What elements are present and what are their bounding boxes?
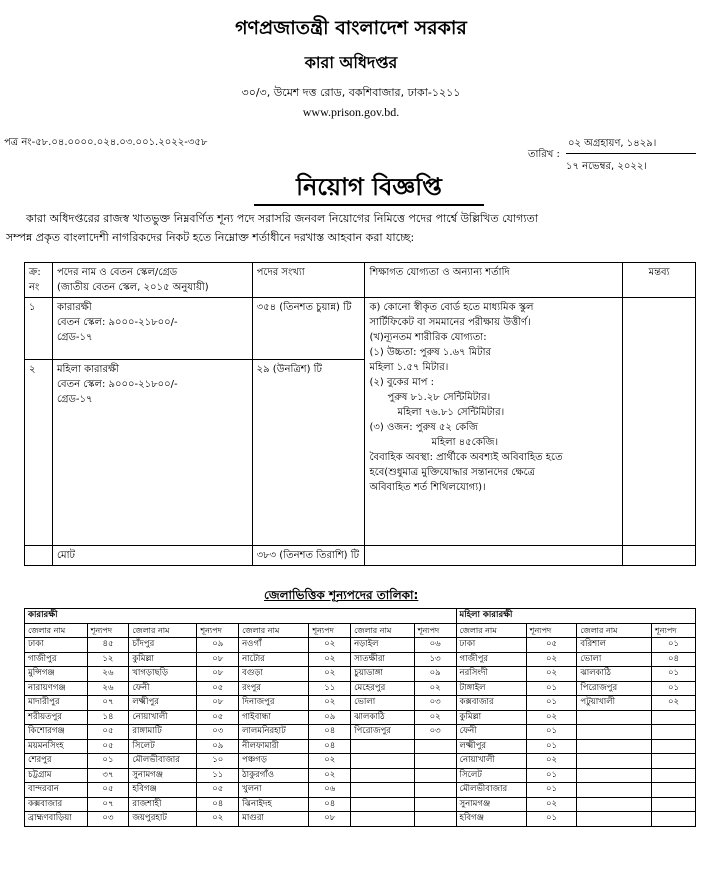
vacancy-count: ০৩ (87, 812, 129, 827)
district-name: নওগাঁ (239, 638, 309, 653)
post-scale: বেতন স্কেল: ৯০০০-২১৮০০/- (56, 317, 178, 328)
header-post-name (52, 263, 252, 298)
district-name: ঝালকাঠি (351, 710, 415, 725)
district-name: ফেনী (456, 725, 526, 740)
qual-line: বৈবাহিক অবস্থা: প্রার্থীকে অবশ্যই অবিবাহিত হতে (369, 452, 563, 463)
district-name: কুমিল্লা (456, 710, 526, 725)
district-name: রাঙ্গামাটি (129, 725, 197, 740)
district-name: ময়মনসিংহ (25, 739, 88, 754)
header-vacancy: শূন্যপদ (87, 623, 129, 638)
district-name: হবিগঞ্জ (456, 812, 526, 827)
district-row (25, 652, 696, 667)
vacancy-count: ০৪ (651, 652, 695, 667)
vacancy-count: ০১ (526, 681, 577, 696)
qual-line: হবে(শুধুমাত্র মুক্তিযোদ্ধার সন্তানদের ক্ষেত্রে (369, 467, 535, 478)
district-name: সুনামগঞ্জ (129, 768, 197, 783)
district-name: কক্সবাজার (456, 696, 526, 711)
vacancy-count: ০২ (309, 768, 351, 783)
district-name: কিশোরগঞ্জ (25, 725, 88, 740)
vacancy-count: ২৬ (87, 667, 129, 682)
district-name: মাগুরা (239, 812, 309, 827)
district-name: মুন্সিগঞ্জ (25, 667, 88, 682)
gov-heading: গণপ্রজাতন্ত্রী বাংলাদেশ সরকার (235, 17, 467, 39)
header-post-name-sub: (জাতীয় বেতন স্কেল, ২০১৫ অনুযায়ী) (56, 282, 209, 293)
qual-line: মহিলা ৭৬.৮১ সেন্টিমিটার। (397, 407, 505, 418)
vacancy-count: ০৮ (309, 812, 351, 827)
vacancy-count (651, 797, 695, 812)
district-name (351, 754, 415, 769)
district-name: পিরোজপুর (577, 681, 652, 696)
vacancy-count: ০১ (651, 638, 695, 653)
vacancy-count (414, 797, 456, 812)
vacancy-count: ০২ (309, 667, 351, 682)
vacancy-count: ১২ (87, 652, 129, 667)
post-count: ২৯ (উনত্রিশ) টি (252, 360, 365, 546)
district-name: মৌলভীবাজার (456, 783, 526, 798)
posts-table (24, 262, 696, 566)
header-vacancy: শূন্যপদ (197, 623, 239, 638)
district-name: চাঁদপুর (129, 638, 197, 653)
header-vacancy: শূন্যপদ (414, 623, 456, 638)
vacancy-count (651, 710, 695, 725)
district-name: সুনামগঞ্জ (456, 797, 526, 812)
post-grade: গ্রেড-১৭ (56, 332, 93, 343)
district-table (24, 608, 696, 827)
vacancy-count: ১১ (309, 681, 351, 696)
district-name: চট্টগ্রাম (25, 768, 88, 783)
vacancy-count: ০৬ (414, 638, 456, 653)
vacancy-count: ৪৫ (87, 638, 129, 653)
post-details (52, 298, 252, 360)
district-name: নরসিংদী (456, 667, 526, 682)
vacancy-count (414, 812, 456, 827)
date-bangla: ০২ অগ্রহায়ণ, ১৪২৯। (568, 138, 657, 149)
header-vacancy: শূন্যপদ (526, 623, 577, 638)
total-blank (25, 546, 53, 566)
vacancy-count: ০৫ (197, 681, 239, 696)
vacancy-count: ০২ (526, 652, 577, 667)
qual-line: (২) বুকের মাপ : (369, 377, 434, 388)
district-name (351, 812, 415, 827)
male-section-label: কারারক্ষী (25, 609, 457, 624)
address: ৩০/৩, উমেশ দত্ত রোড, বকশিবাজার, ঢাকা-১২১১ (241, 86, 461, 99)
district-name: মেহেরপুর (351, 681, 415, 696)
district-name: খুলনা (239, 783, 309, 798)
district-name: লালমনিরহাট (239, 725, 309, 740)
district-name: ব্রাহ্মণবাড়িয়া (25, 812, 88, 827)
district-name: নাটোর (239, 652, 309, 667)
district-name (577, 710, 652, 725)
vacancy-count: ০২ (309, 696, 351, 711)
district-name: লক্ষ্মীপুর (129, 696, 197, 711)
vacancy-count: ০১ (651, 681, 695, 696)
total-count: ৩৮৩ (তিনশত তিরাশি) টি (252, 546, 365, 566)
qual-line: ক) কোনো স্বীকৃত বোর্ড হতে মাধ্যমিক স্কুল (369, 302, 534, 313)
district-name: সিলেট (456, 768, 526, 783)
district-row (25, 681, 696, 696)
district-name (577, 768, 652, 783)
district-row (25, 696, 696, 711)
qual-line: মহিলা ১.৫৭ মিটার। (369, 362, 449, 373)
district-name (577, 725, 652, 740)
header-post-name-label: পদের নাম ও বেতন স্কেল/গ্রেড (56, 267, 178, 278)
district-name (577, 797, 652, 812)
vacancy-count: ০১ (526, 739, 577, 754)
district-name: মাদারীপুর (25, 696, 88, 711)
vacancy-count: ০২ (414, 681, 456, 696)
vacancy-count: ০২ (197, 812, 239, 827)
district-row (25, 812, 696, 827)
district-name: পিরোজপুর (351, 725, 415, 740)
district-name: দিনাজপুর (239, 696, 309, 711)
district-name: গাজীপুর (25, 652, 88, 667)
header-vacancy: শূন্যপদ (651, 623, 695, 638)
vacancy-count: ০৮ (197, 652, 239, 667)
posts-header-row (25, 263, 696, 298)
district-name: গাজীপুর (456, 652, 526, 667)
district-row (25, 768, 696, 783)
vacancy-count: ০৯ (197, 739, 239, 754)
date-label: তারিখ : (528, 149, 560, 160)
vacancy-count: ০১ (87, 754, 129, 769)
vacancy-count: ০৪ (309, 797, 351, 812)
district-name (577, 812, 652, 827)
total-blank (365, 546, 623, 566)
district-name: রাজশাহী (129, 797, 197, 812)
district-name: শেরপুর (25, 754, 88, 769)
district-row (25, 739, 696, 754)
district-name: ঝালকাঠি (577, 667, 652, 682)
post-remark (623, 298, 696, 546)
district-name: বরিশাল (577, 638, 652, 653)
vacancy-count: ৩৭ (87, 768, 129, 783)
post-name: মহিলা কারারক্ষী (56, 364, 119, 375)
district-row (25, 638, 696, 653)
female-section-label: মহিলা কারারক্ষী (456, 609, 695, 624)
vacancy-count: ০৫ (526, 638, 577, 653)
qual-line: মহিলা ৪৫কেজি। (431, 437, 499, 448)
vacancy-count: ০১ (526, 783, 577, 798)
post-serial: ১ (25, 298, 53, 360)
website-link[interactable]: www.prison.gov.bd. (302, 105, 400, 119)
header-district-name: জেলার নাম (239, 623, 309, 638)
header-vacancy: শূন্যপদ (309, 623, 351, 638)
district-name: নারায়ণগঞ্জ (25, 681, 88, 696)
district-name: পটুয়াখালী (577, 696, 652, 711)
vacancy-count: ২৬ (87, 681, 129, 696)
vacancy-count (651, 739, 695, 754)
district-name: কুমিল্লা (129, 652, 197, 667)
district-name (577, 754, 652, 769)
vacancy-count: ০৪ (309, 725, 351, 740)
total-label: মোট (52, 546, 252, 566)
district-name: পঞ্চগড় (239, 754, 309, 769)
vacancy-count: ১১ (197, 768, 239, 783)
total-blank (623, 546, 696, 566)
district-name: জয়পুরহাট (129, 812, 197, 827)
district-name: নীলফামারী (239, 739, 309, 754)
vacancy-count: ০৫ (197, 710, 239, 725)
district-row (25, 754, 696, 769)
post-count: ৩৫৪ (তিনশত চুয়ান্ন) টি (252, 298, 365, 360)
district-name: সাতক্ষীরা (351, 652, 415, 667)
district-name: নোয়াখালী (129, 710, 197, 725)
post-row (25, 298, 696, 360)
vacancy-count: ০৮ (197, 696, 239, 711)
district-row (25, 797, 696, 812)
district-name: খাগড়াছড়ি (129, 667, 197, 682)
header-district-name: জেলার নাম (129, 623, 197, 638)
vacancy-count (414, 754, 456, 769)
vacancy-count: ০৯ (309, 710, 351, 725)
post-details (52, 360, 252, 546)
department-heading: কারা অধিদপ্তর (304, 53, 398, 72)
district-name: ভোলা (577, 652, 652, 667)
district-name: সিলেট (129, 739, 197, 754)
district-name: গাইবান্ধা (239, 710, 309, 725)
vacancy-count: ০৮ (197, 667, 239, 682)
vacancy-count: ০৫ (87, 739, 129, 754)
district-name (351, 797, 415, 812)
district-name: মৌলভীবাজার (129, 754, 197, 769)
memo-number: পত্র নং-৫৮.০৪.০০০০.০২৪.০৩.০০১.২০২২-৩৫৮ (4, 137, 208, 148)
vacancy-count (414, 739, 456, 754)
date-divider (566, 153, 696, 154)
header-district-name: জেলার নাম (351, 623, 415, 638)
date-english: ১৭ নভেম্বর, ২০২২। (566, 161, 647, 172)
district-name: শরীয়তপুর (25, 710, 88, 725)
vacancy-count: ০৫ (197, 783, 239, 798)
district-name: টাঙ্গাইল (456, 681, 526, 696)
header-district-name: জেলার নাম (25, 623, 88, 638)
district-name: চুয়াডাঙ্গা (351, 667, 415, 682)
district-row (25, 783, 696, 798)
district-header-row (25, 623, 696, 638)
vacancy-count: ০১ (526, 768, 577, 783)
vacancy-count: ০২ (309, 652, 351, 667)
vacancy-count: ০২ (651, 696, 695, 711)
qual-line: (১) উচ্চতা: পুরুষ ১.৬৭ মিটার (369, 347, 491, 358)
qual-line: (৩) ওজন: পুরুষ ৫২ কেজি (369, 422, 478, 433)
header-district-name: জেলার নাম (456, 623, 526, 638)
district-name: বগুড়া (239, 667, 309, 682)
district-row (25, 725, 696, 740)
vacancy-count: ০২ (526, 710, 577, 725)
district-name (577, 739, 652, 754)
vacancy-count: ০৬ (309, 783, 351, 798)
district-name: ঝিনাইদহ (239, 797, 309, 812)
vacancy-count (651, 768, 695, 783)
district-caption: জেলাভিত্তিক শূন্যপদের তালিকা: (264, 588, 419, 602)
district-name: নড়াইল (351, 638, 415, 653)
vacancy-count (651, 783, 695, 798)
vacancy-count: ১৪ (87, 710, 129, 725)
district-name: ফেনী (129, 681, 197, 696)
district-name (577, 783, 652, 798)
header-remark: মন্তব্য (623, 263, 696, 298)
vacancy-count: ০৫ (87, 725, 129, 740)
district-name (351, 768, 415, 783)
vacancy-count (651, 812, 695, 827)
header-post-count: পদের সংখ্যা (252, 263, 365, 298)
district-name: নোয়াখালী (456, 754, 526, 769)
district-name: বান্দরবান (25, 783, 88, 798)
post-scale: বেতন স্কেল: ৯০০০-২১৮০০/- (56, 379, 178, 390)
vacancy-count: ০৭ (87, 797, 129, 812)
qual-line: অবিবাহিত শর্ত শিথিলযোগ্য)। (369, 482, 486, 493)
vacancy-count: ০১ (526, 812, 577, 827)
vacancy-count: ০২ (526, 797, 577, 812)
page-title: নিয়োগ বিজ্ঞপ্তি (254, 170, 484, 206)
vacancy-count: ০৭ (87, 696, 129, 711)
vacancy-count: ১০ (197, 754, 239, 769)
vacancy-count: ০৩ (414, 725, 456, 740)
district-name (351, 739, 415, 754)
vacancy-count: ০৫ (87, 783, 129, 798)
district-name (351, 783, 415, 798)
post-grade: গ্রেড-১৭ (56, 394, 93, 405)
total-row (25, 546, 696, 566)
district-row (25, 710, 696, 725)
district-name: কক্সবাজার (25, 797, 88, 812)
post-name: কারারক্ষী (56, 302, 92, 313)
vacancy-count: ০২ (526, 754, 577, 769)
vacancy-count: ০১ (651, 667, 695, 682)
vacancy-count (414, 768, 456, 783)
intro-line-2: সম্পন্ন প্রকৃত বাংলাদেশী নাগরিকদের নিকট হতে নিম্নোক্ত শর্তাধীনে দরখাস্ত আহবান করা যাচ্ছে: (6, 231, 415, 244)
post-serial: ২ (25, 360, 53, 546)
vacancy-count: ০৯ (414, 667, 456, 682)
header-qualification: শিক্ষাগত যোগ্যতা ও অন্যান্য শর্তাদি (365, 263, 623, 298)
vacancy-count: ০২ (309, 638, 351, 653)
district-name: ঢাকা (25, 638, 88, 653)
qual-line: পুরুষ ৮১.২৮ সেন্টিমিটার। (387, 392, 491, 403)
vacancy-count (414, 783, 456, 798)
vacancy-count: ০৩ (414, 696, 456, 711)
intro-line-1: কারা অধিদপ্তরের রাজস্ব খাতভুক্ত নিম্নবর্ণিত শূন্য পদে সরাসরি জনবল নিয়োগের নিমিত্তে পদের পার্শ্বে উল্লিখিত যোগ্যতা (26, 212, 538, 225)
vacancy-count: ০২ (526, 667, 577, 682)
district-name: হবিগঞ্জ (129, 783, 197, 798)
qual-line: (খ)ন্যূনতম শারীরিক যোগ্যতা: (369, 332, 487, 343)
vacancy-count (651, 725, 695, 740)
vacancy-count: ০২ (414, 710, 456, 725)
qual-line: সার্টিফিকেট বা সমমানের পরীক্ষায় উত্তীর্ণ। (369, 317, 531, 328)
district-name: রংপুর (239, 681, 309, 696)
vacancy-count: ০১ (526, 725, 577, 740)
vacancy-count: ০৯ (197, 638, 239, 653)
district-section-row (25, 609, 696, 624)
vacancy-count: ০৩ (197, 725, 239, 740)
district-name: ঢাকা (456, 638, 526, 653)
vacancy-count (651, 754, 695, 769)
district-name: লক্ষ্মীপুর (456, 739, 526, 754)
vacancy-count: ০৪ (309, 739, 351, 754)
vacancy-count: ০১ (526, 696, 577, 711)
district-name: ভোলা (351, 696, 415, 711)
qualification-cell (365, 298, 623, 546)
district-name: ঠাকুরগাঁও (239, 768, 309, 783)
vacancy-count: ১৩ (414, 652, 456, 667)
district-row (25, 667, 696, 682)
header-district-name: জেলার নাম (577, 623, 652, 638)
header-serial: ক্র: নং (25, 263, 53, 298)
vacancy-count: ০২ (309, 754, 351, 769)
intro-text (6, 209, 696, 247)
vacancy-count: ০৪ (197, 797, 239, 812)
